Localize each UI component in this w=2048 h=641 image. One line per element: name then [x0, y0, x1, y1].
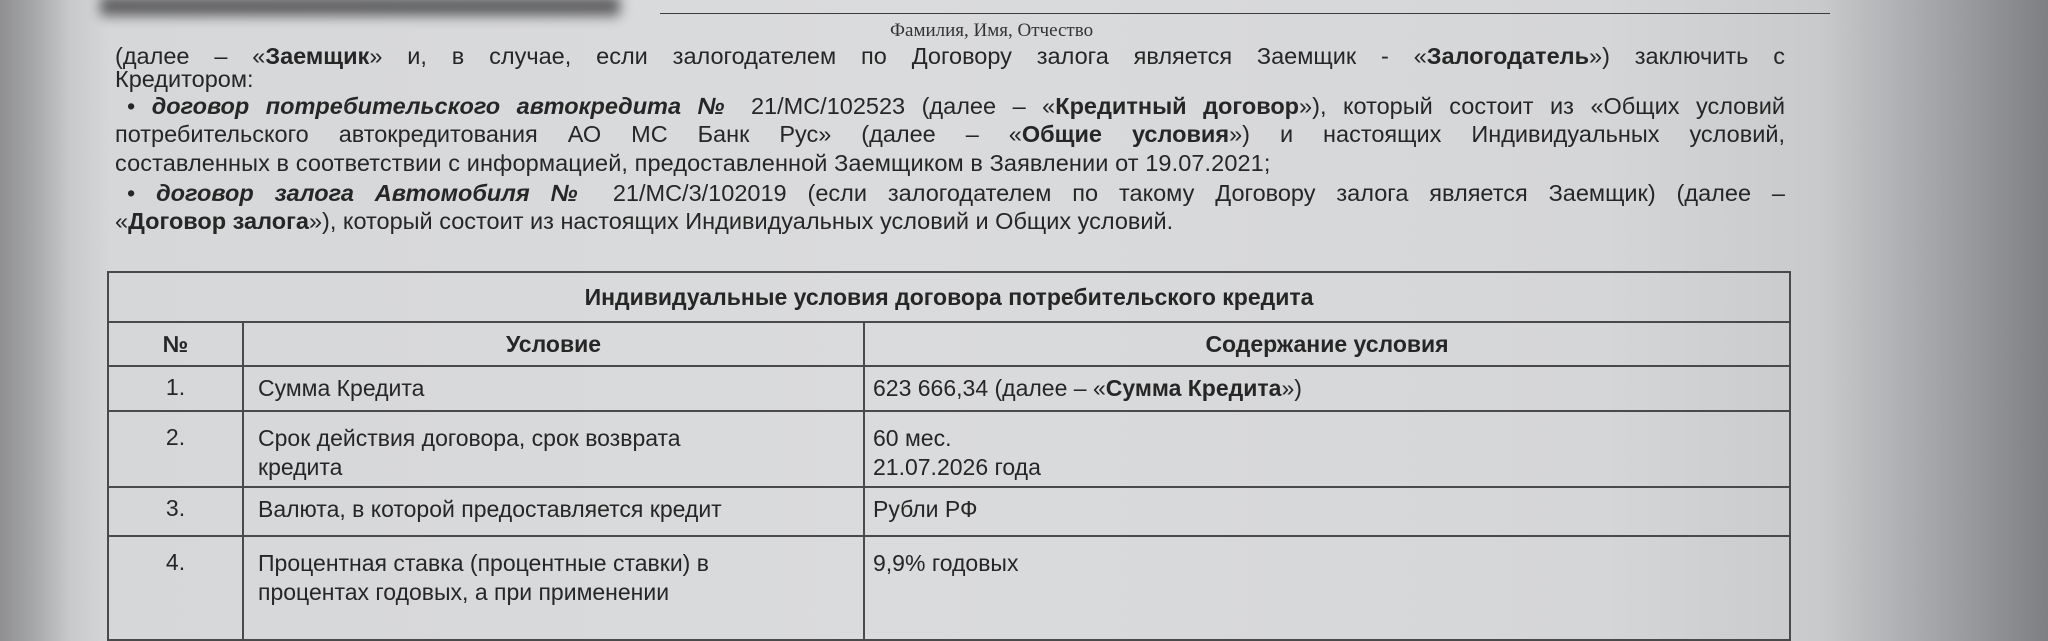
row-condition: Процентная ставка (процентные ставки) в процентах годовых, а при применении — [243, 536, 864, 640]
header-content: Содержание условия — [864, 322, 1790, 366]
row-value: Рубли РФ — [864, 487, 1790, 536]
row-value: 60 мес. 21.07.2026 года — [864, 411, 1790, 487]
item-1-line-1: • договор потребительского автокредита № 21/МС/102523 (далее – «Кредитный договор»), который состоит из «Общих условий — [127, 93, 1785, 119]
intro-line-1: (далее – «Заемщик» и, в случае, если залогодателем по Договору залога является Заемщик - «Залогодатель») заключить с — [115, 43, 1785, 69]
row-value: 9,9% годовых — [864, 536, 1790, 640]
table-row — [108, 536, 1790, 640]
table-row — [108, 487, 1790, 536]
name-line — [660, 13, 1830, 14]
row-number: 2. — [108, 411, 243, 487]
row-condition: Сумма Кредита — [243, 366, 864, 411]
redacted-area — [100, 0, 620, 16]
row-condition: Срок действия договора, срок возврата кредита — [243, 411, 864, 487]
row-number: 3. — [108, 487, 243, 536]
row-number: 4. — [108, 536, 243, 640]
header-num: № — [108, 322, 243, 366]
fio-caption: Фамилия, Имя, Отчество — [890, 20, 1094, 41]
table-row — [108, 366, 1790, 411]
item-1-line-3: составленных в соответствии с информацией, предоставленной Заемщиком в Заявлении от 19.07.2021; — [115, 150, 1271, 176]
item-2-line-2: «Договор залога»), который состоит из настоящих Индивидуальных условий и Общих условий. — [115, 208, 1174, 234]
row-value: 623 666,34 (далее – «Сумма Кредита») — [864, 366, 1790, 411]
header-condition: Условие — [243, 322, 864, 366]
table-header-row — [108, 322, 1790, 366]
table-title: Индивидуальные условия договора потребительского кредита — [108, 272, 1790, 322]
row-number: 1. — [108, 366, 243, 411]
conditions-table — [107, 271, 1791, 641]
table-row — [108, 411, 1790, 487]
item-1-line-2: потребительского автокредитования АО МС Банк Рус» (далее – «Общие условия») и настоящих Индивидуальных условий, — [115, 121, 1785, 147]
row-condition: Валюта, в которой предоставляется кредит — [243, 487, 864, 536]
item-2-line-1: • договор залога Автомобиля № 21/МС/3/102019 (если залогодателем по такому Договору залога является Заемщик) (далее – — [127, 180, 1785, 206]
intro-line-2: Кредитором: — [115, 66, 254, 92]
